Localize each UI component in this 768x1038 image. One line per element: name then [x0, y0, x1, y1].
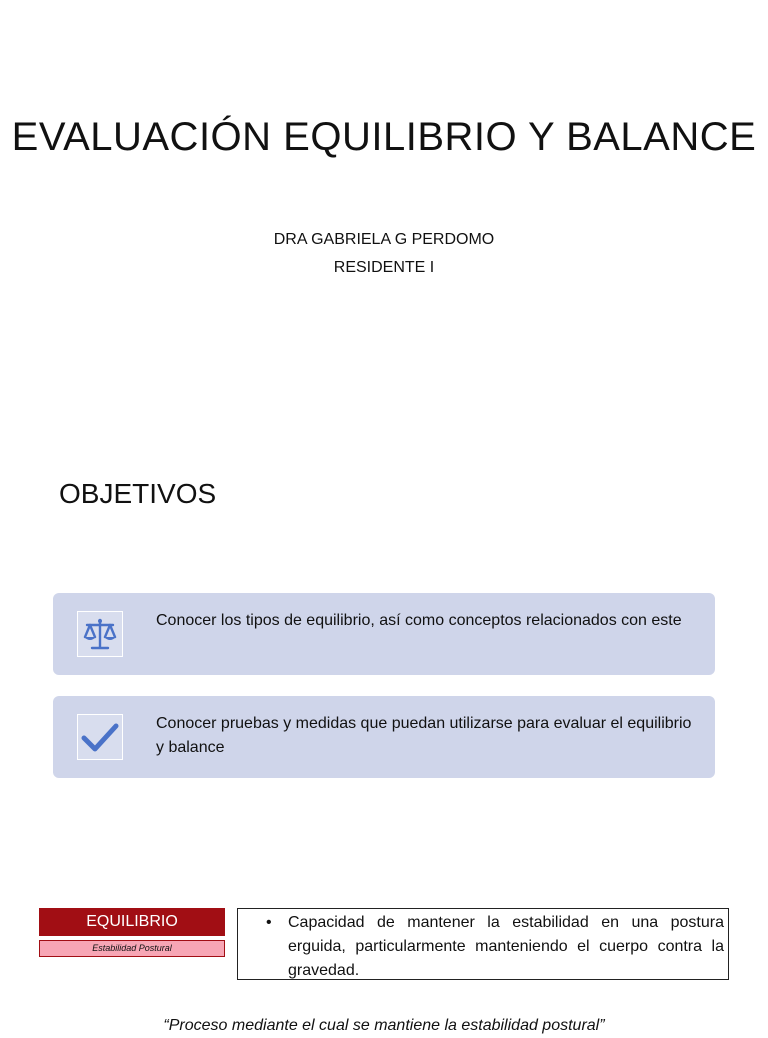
author-name: DRA GABRIELA G PERDOMO — [273, 231, 495, 248]
objective-card — [53, 593, 715, 675]
objective-text: Conocer los tipos de equilibrio, así como conceptos relacionados con este — [156, 612, 682, 629]
balance-scale-icon — [77, 611, 123, 657]
concept-label: EQUILIBRIO — [39, 908, 225, 936]
definition-quote: “Proceso mediante el cual se mantiene la estabilidad postural” — [163, 1017, 605, 1034]
author-role: RESIDENTE I — [333, 259, 435, 276]
definition-box — [237, 908, 729, 980]
checkmark-icon — [77, 714, 123, 760]
bullet: • — [266, 914, 272, 931]
objectives-slide — [0, 430, 768, 870]
title-slide — [0, 0, 768, 430]
concept-sublabel: Estabilidad Postural — [39, 940, 225, 957]
definition-slide — [0, 870, 768, 1034]
definition-text: Capacidad de mantener la estabilidad en una postura erguida, particularmente manteniendo el cuerpo contra la gravedad. — [288, 914, 724, 979]
slide-title: EVALUACIÓN EQUILIBRIO Y BALANCE — [11, 115, 757, 159]
objective-card — [53, 696, 715, 778]
objective-text: Conocer pruebas y medidas que puedan utilizarse para evaluar el equilibrio y balance — [156, 715, 692, 756]
objectives-heading: OBJETIVOS — [59, 478, 217, 509]
